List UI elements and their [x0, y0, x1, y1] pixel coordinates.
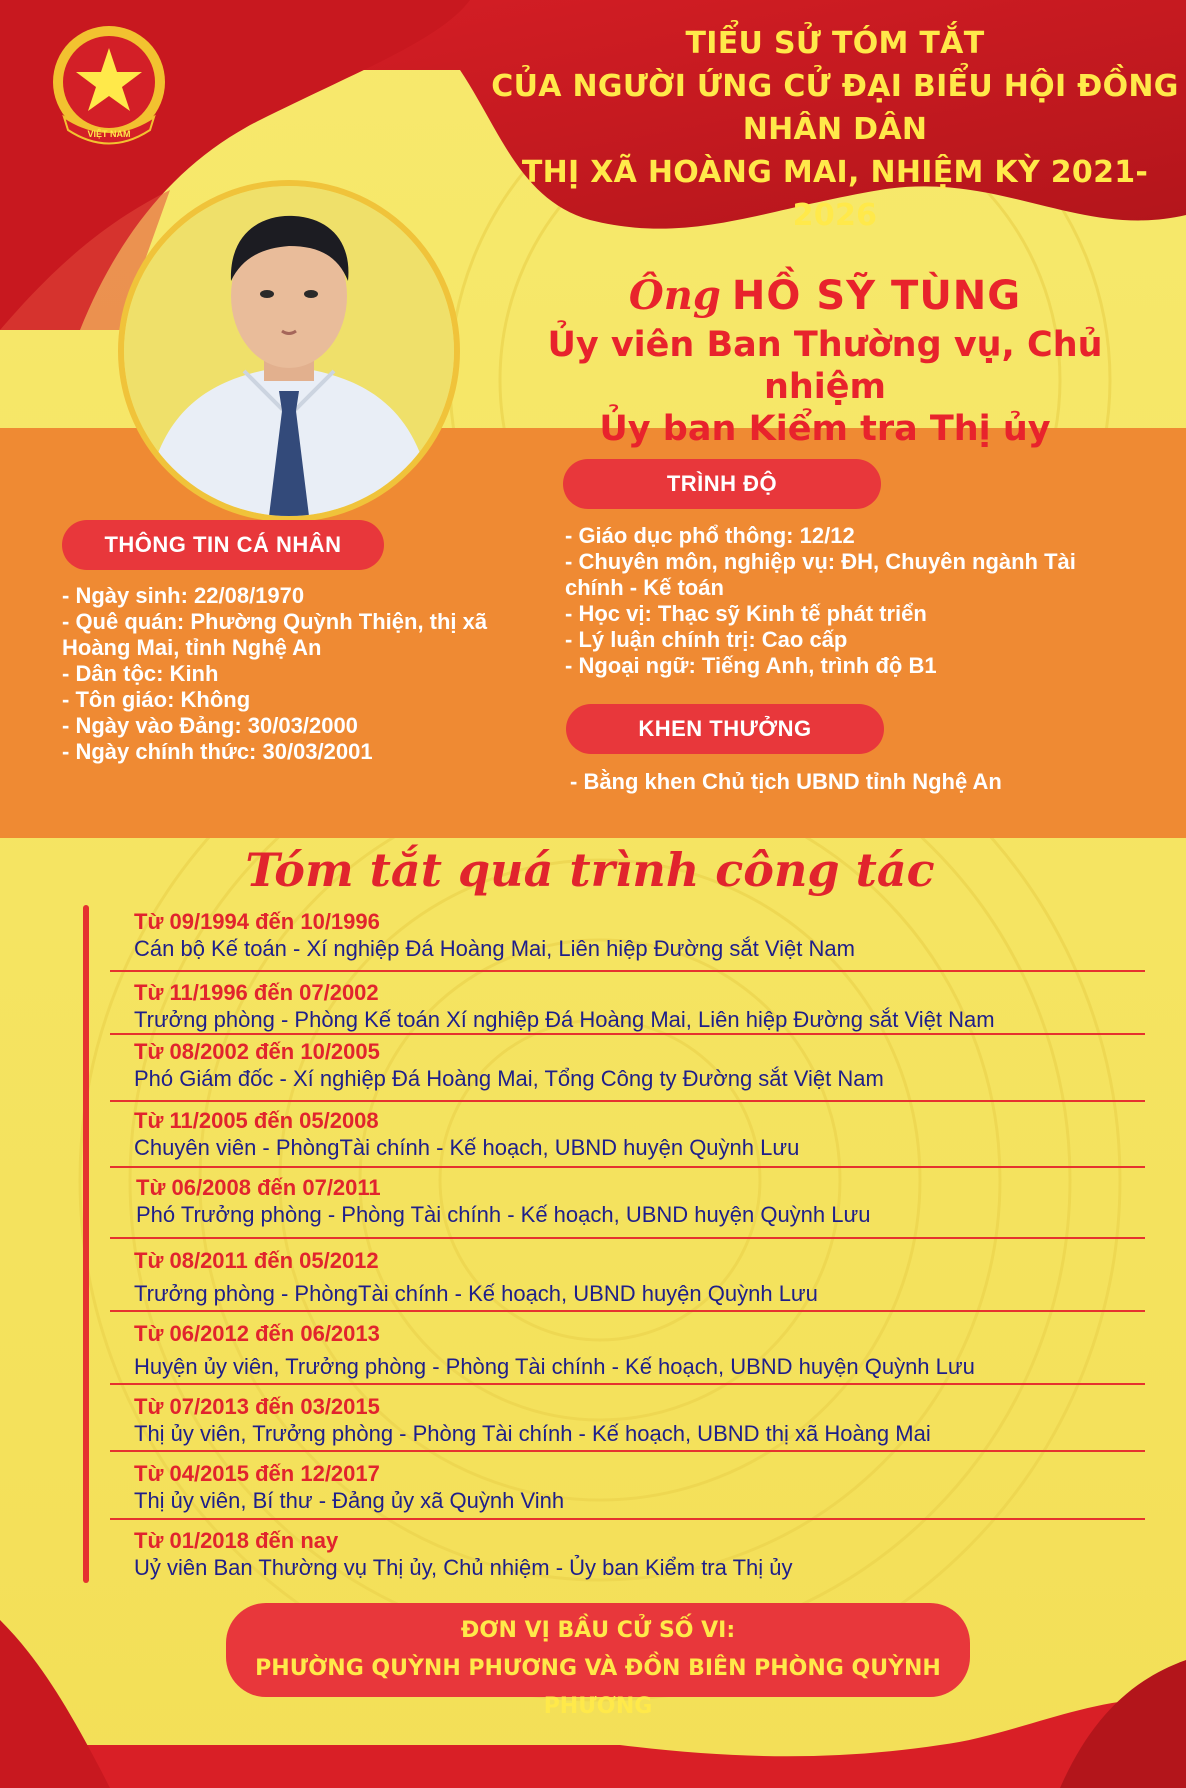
- personal-line: - Ngày chính thức: 30/03/2001: [62, 739, 373, 764]
- timeline-period: Từ 06/2012 đến 06/2013: [134, 1321, 380, 1346]
- timeline-entry: [134, 1321, 1144, 1381]
- personal-line: - Tôn giáo: Không: [62, 687, 251, 712]
- emblem-text: VIỆT NAM: [87, 129, 131, 139]
- work-summary-title: Tóm tắt quá trình công tác: [245, 843, 935, 897]
- education-line: - Học vị: Thạc sỹ Kinh tế phát triển: [565, 601, 927, 626]
- timeline-description: Thị ủy viên, Bí thư - Đảng ủy xã Quỳnh Vinh: [134, 1488, 565, 1513]
- timeline-rail: [83, 905, 89, 1583]
- position-line-1: Ủy viên Ban Thường vụ, Chủ nhiệm: [547, 325, 1103, 407]
- candidate-name-line: [510, 268, 1140, 324]
- awards-list: [570, 769, 1110, 795]
- award-line: - Bằng khen Chủ tịch UBND tỉnh Nghệ An: [570, 769, 1002, 794]
- timeline-period: Từ 04/2015 đến 12/2017: [134, 1461, 380, 1486]
- timeline-entry: [136, 1175, 1146, 1229]
- timeline-description: Cán bộ Kế toán - Xí nghiệp Đá Hoàng Mai, Liên hiệp Đường sắt Việt Nam: [134, 936, 855, 961]
- timeline-description: Trưởng phòng - Phòng Kế toán Xí nghiệp Đá Hoàng Mai, Liên hiệp Đường sắt Việt Nam: [134, 1007, 995, 1032]
- personal-info-heading: THÔNG TIN CÁ NHÂN: [62, 520, 384, 570]
- position-line-2: Ủy ban Kiểm tra Thị ủy: [599, 409, 1051, 449]
- timeline-entry: [134, 1528, 1144, 1582]
- national-emblem-icon: [44, 22, 174, 157]
- timeline-divider: [110, 1450, 1145, 1452]
- timeline-entry: [134, 1461, 1144, 1515]
- timeline-description: Chuyên viên - PhòngTài chính - Kế hoạch, UBND huyện Quỳnh Lưu: [134, 1135, 800, 1160]
- education-line: - Chuyên môn, nghiệp vụ: ĐH, Chuyên ngành Tài chính - Kế toán: [565, 549, 1076, 600]
- timeline-entry: [134, 1394, 1144, 1448]
- timeline-period: Từ 01/2018 đến nay: [134, 1528, 339, 1553]
- education-line: - Ngoại ngữ: Tiếng Anh, trình độ B1: [565, 653, 937, 678]
- timeline-period: Từ 11/1996 đến 07/2002: [134, 980, 379, 1005]
- timeline-description: Huyện ủy viên, Trưởng phòng - Phòng Tài chính - Kế hoạch, UBND huyện Quỳnh Lưu: [134, 1354, 975, 1379]
- education-heading: TRÌNH ĐỘ: [563, 459, 881, 509]
- electoral-unit-line-2: PHƯỜNG QUỲNH PHƯƠNG VÀ ĐỒN BIÊN PHÒNG QUỲNH PHƯƠNG: [255, 1656, 941, 1719]
- portrait-illustration: [124, 186, 454, 516]
- electoral-unit-line-1: ĐƠN VỊ BẦU CỬ SỐ VI:: [460, 1618, 736, 1643]
- personal-line: - Quê quán: Phường Quỳnh Thiện, thị xã Hoàng Mai, tỉnh Nghệ An: [62, 609, 488, 660]
- timeline-divider: [110, 1518, 1145, 1520]
- candidate-name: HỒ SỸ TÙNG: [731, 273, 1022, 319]
- education-line: - Giáo dục phổ thông: 12/12: [565, 523, 855, 548]
- awards-heading: KHEN THƯỞNG: [566, 704, 884, 754]
- timeline-divider: [110, 1237, 1145, 1239]
- timeline-period: Từ 08/2011 đến 05/2012: [134, 1248, 379, 1273]
- header-title: [490, 22, 1180, 237]
- timeline-description: Trưởng phòng - PhòngTài chính - Kế hoạch, UBND huyện Quỳnh Lưu: [134, 1281, 818, 1306]
- name-prefix: Ông: [628, 272, 721, 319]
- timeline-divider: [110, 1383, 1145, 1385]
- timeline-entry: [134, 1248, 1144, 1308]
- timeline-divider: [110, 1100, 1145, 1102]
- timeline-period: Từ 07/2013 đến 03/2015: [134, 1394, 380, 1419]
- personal-line: - Ngày vào Đảng: 30/03/2000: [62, 713, 358, 738]
- header-line-3: THỊ XÃ HOÀNG MAI, NHIỆM KỲ 2021- 2026: [521, 155, 1149, 233]
- personal-line: - Ngày sinh: 22/08/1970: [62, 583, 305, 608]
- timeline-entry: [134, 1108, 1144, 1162]
- candidate-portrait: [118, 180, 460, 522]
- timeline-period: Từ 06/2008 đến 07/2011: [136, 1175, 381, 1200]
- timeline-entry: [134, 980, 1144, 1034]
- personal-info-list: [62, 583, 532, 765]
- electoral-unit-text: [226, 1612, 970, 1726]
- timeline-entry: [134, 1039, 1144, 1093]
- timeline-divider: [110, 970, 1145, 972]
- timeline-description: Phó Trưởng phòng - Phòng Tài chính - Kế hoạch, UBND huyện Quỳnh Lưu: [136, 1202, 871, 1227]
- header-line-1: TIỂU SỬ TÓM TẮT: [685, 26, 985, 61]
- education-list: [565, 523, 1105, 679]
- timeline-description: Phó Giám đốc - Xí nghiệp Đá Hoàng Mai, Tổng Công ty Đường sắt Việt Nam: [134, 1066, 884, 1091]
- personal-line: - Dân tộc: Kinh: [62, 661, 219, 686]
- timeline-period: Từ 09/1994 đến 10/1996: [134, 909, 380, 934]
- timeline-description: Thị ủy viên, Trưởng phòng - Phòng Tài chính - Kế hoạch, UBND thị xã Hoàng Mai: [134, 1421, 931, 1446]
- timeline-description: Uỷ viên Ban Thường vụ Thị ủy, Chủ nhiệm - Ủy ban Kiểm tra Thị ủy: [134, 1555, 793, 1580]
- education-line: - Lý luận chính trị: Cao cấp: [565, 627, 848, 652]
- timeline-divider: [110, 1166, 1145, 1168]
- candidate-name-block: [510, 268, 1140, 450]
- timeline-period: Từ 11/2005 đến 05/2008: [134, 1108, 379, 1133]
- timeline-period: Từ 08/2002 đến 10/2005: [134, 1039, 380, 1064]
- header-line-2: CỦA NGƯỜI ỨNG CỬ ĐẠI BIỂU HỘI ĐỒNG NHÂN DÂN: [491, 69, 1179, 147]
- timeline-entry: [134, 909, 1144, 963]
- timeline-divider: [110, 1033, 1145, 1035]
- timeline-divider: [110, 1310, 1145, 1312]
